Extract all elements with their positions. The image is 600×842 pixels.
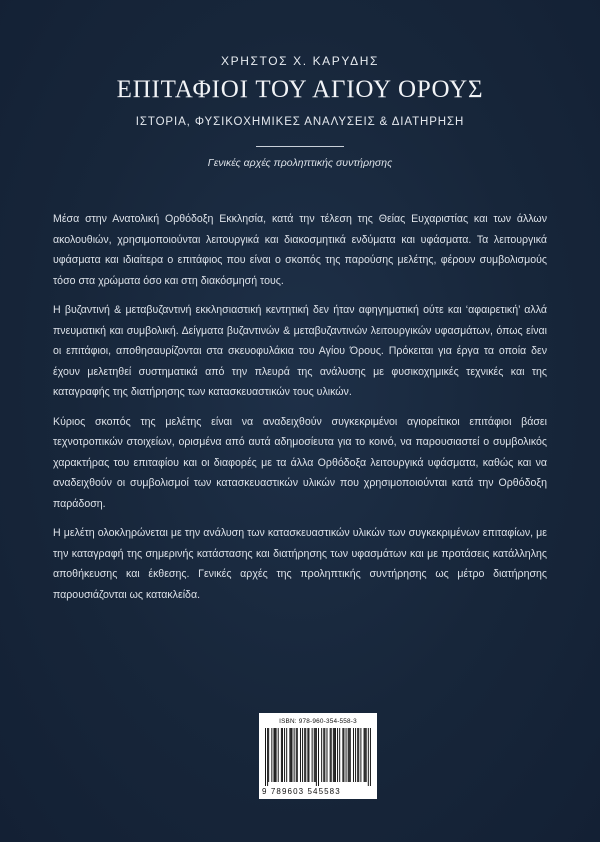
blurb-paragraph-2: Η βυζαντινή & μεταβυζαντινή εκκλησιαστική κεντητική δεν ήταν αφηγηματική ούτε και ‘αφαιρετική’ αλλά πνευματική και συμβολική. Δείγματα βυζαντινών & μεταβυζαντινών λειτουργικών υφασμάτων, όπως είναι οι επιτάφιοι, αποθησαυρίζονται στα σκευοφυλάκια του Αγίου Όρους. Πρόκειται για έργα τα οποία δεν έχουν μελετηθεί συστηματικά από την πλευρά της ανάλυσης με φυσικοχημικές τεχνικές και της καταγραφής της διατήρησης των κατασκευαστικών τους υλικών.	[53, 304, 547, 398]
blurb-paragraph-1: Μέσα στην Ανατολική Ορθόδοξη Εκκλησία, κατά την τέλεση της Θείας Ευχαριστίας και των άλλων ακολουθιών, χρησιμοποιούνται λειτουργικά και διακοσμητικά ενδύματα και υφάσματα. Τα λειτουργικά υφάσματα και ιδιαίτερα ο επιτάφιος που είναι ο σκοπός της παρούσης μελέτης, φέρουν συμβολισμούς τόσο στα χρώματα όσο και στη διακόσμησή τους.	[53, 213, 547, 287]
isbn-label: ISBN: 978-960-354-558-3	[279, 718, 357, 725]
book-tagline: Γενικές αρχές προληπτικής συντήρησης	[207, 157, 393, 169]
barcode-digits: 9 789603 545583	[262, 787, 341, 796]
blurb-paragraph-3: Κύριος σκοπός της μελέτης είναι να αναδειχθούν συγκεκριμένοι αγιορείτικοι επιτάφιοι βάσει τεχνοτροπικών στοιχείων, ορισμένα από αυτά αδημοσίευτα για το κοινό, να παρουσιαστεί ο συμβολικός χαρακτήρας του επιταφίου και οι διαφορές με τα άλλα Ορθόδοξα λειτουργικά υφάσματα, καθώς και να αναδειχθούν οι συμβολισμοί των κατασκευαστικών υλικών που χρησιμοποιούνται κατά την Ορθόδοξη παράδοση.	[53, 415, 547, 510]
title-divider	[256, 146, 344, 147]
book-subtitle: ΙΣΤΟΡΙΑ, ΦΥΣΙΚΟΧΗΜΙΚΕΣ ΑΝΑΛΥΣΕΙΣ & ΔΙΑΤΗΡΗΣΗ	[135, 116, 465, 128]
barcode-icon	[265, 728, 371, 786]
author-name: ΧΡΗΣΤΟΣ Χ. ΚΑΡΥΔΗΣ	[221, 54, 379, 68]
book-title: ΕΠΙΤΑΦΙΟΙ ΤΟΥ ΑΓΙΟΥ ΟΡΟΥΣ	[116, 76, 484, 103]
barcode-box	[259, 713, 377, 799]
blurb-paragraph-4: Η μελέτη ολοκληρώνεται με την ανάλυση των κατασκευαστικών υλικών των συγκεκριμένων επιταφίων, με την καταγραφή της σημερινής κατάστασης και διατήρησης των υφασμάτων και με προτάσεις κατάλληλης αποθήκευσης και έκθεσης. Γενικές αρχές της προληπτικής συντήρησης ως μέτρο διατήρησης παρουσιάζονται ως κατακλείδα.	[53, 527, 547, 601]
blurb-text	[53, 209, 547, 614]
